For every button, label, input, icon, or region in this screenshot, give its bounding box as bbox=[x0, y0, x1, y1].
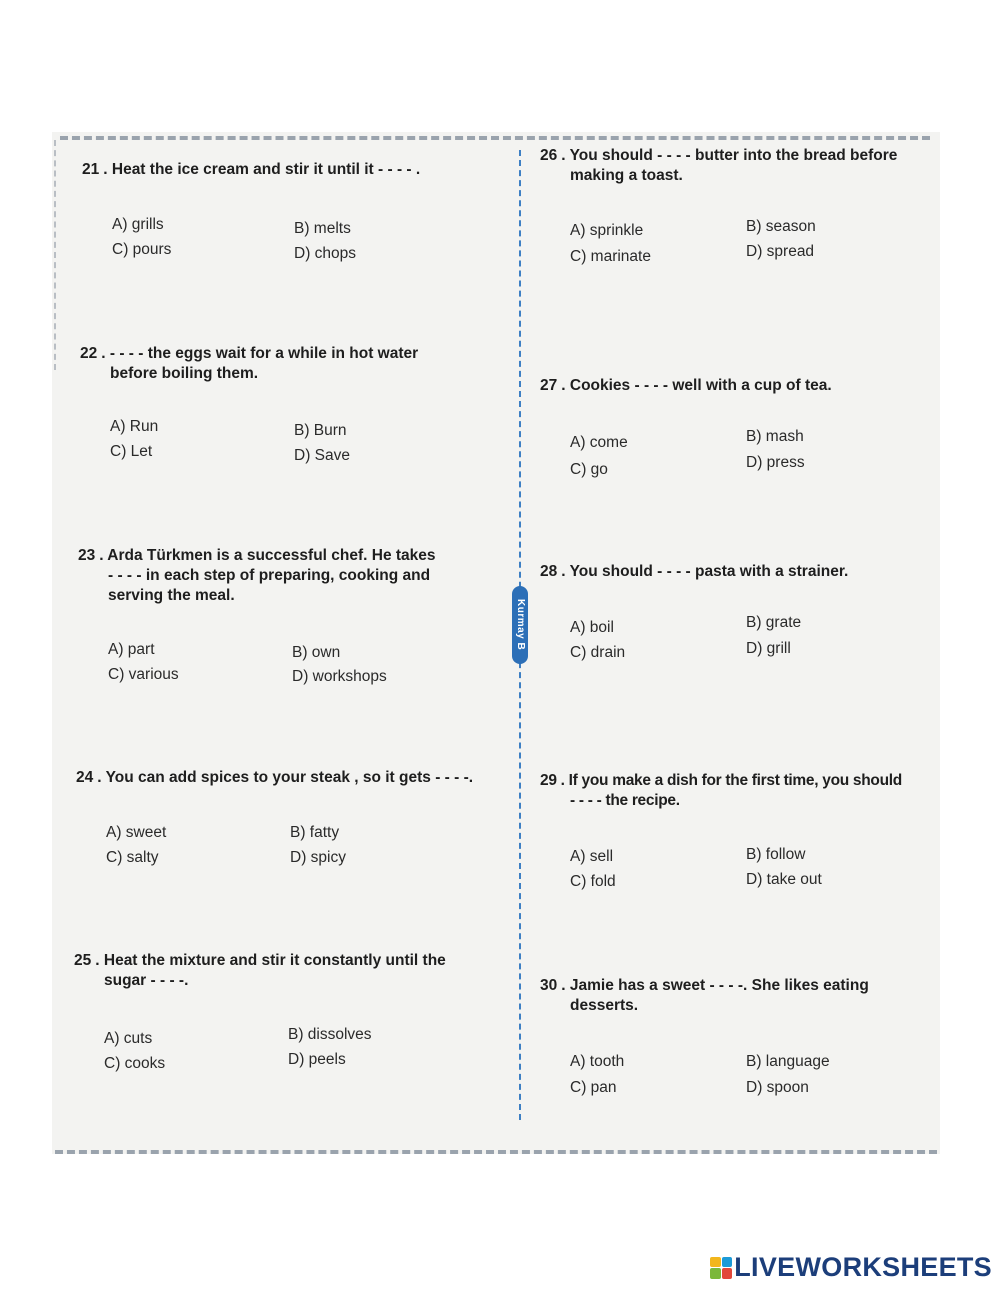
question-21: 21 . Heat the ice cream and stir it until it - - - - . A) grills B) melts C) pours D) chops bbox=[82, 161, 421, 262]
question-number: 24 bbox=[76, 769, 94, 786]
question-text: Heat the ice cream and stir it until it - - - - . bbox=[111, 161, 421, 178]
option-a[interactable]: A) sweet bbox=[106, 824, 167, 841]
option-b[interactable]: B) fatty bbox=[290, 824, 340, 841]
bottom-border bbox=[55, 1150, 937, 1154]
liveworksheets-logo bbox=[710, 1252, 992, 1283]
question-28: 28 . You should - - - - pasta with a strainer. A) boil B) grate C) drain D) grill bbox=[540, 563, 849, 661]
question-23: 23 . Arda Türkmen is a successful chef. He takes - - - - in each step of preparing, cooking and serving the meal. A) part B) own C) various D) workshops bbox=[78, 546, 488, 606]
option-d[interactable]: D) press bbox=[746, 454, 805, 471]
question-text-cont: - - - - the recipe. bbox=[570, 792, 680, 809]
question-number: 25 bbox=[74, 952, 92, 969]
option-c[interactable]: C) pours bbox=[112, 241, 172, 258]
question-text: You should - - - - butter into the bread before bbox=[569, 147, 898, 164]
option-c[interactable]: C) salty bbox=[106, 849, 159, 866]
option-b[interactable]: B) season bbox=[746, 218, 816, 235]
option-a[interactable]: A) sprinkle bbox=[570, 222, 644, 239]
option-d[interactable]: D) take out bbox=[746, 871, 822, 888]
option-c[interactable]: C) fold bbox=[570, 873, 616, 890]
question-text-cont: - - - - in each step of preparing, cooking and serving the meal. bbox=[108, 567, 431, 604]
question-30: 30 . Jamie has a sweet - - - -. She likes eating desserts. A) tooth B) language C) pan D) spoon bbox=[540, 976, 930, 1016]
option-b[interactable]: B) follow bbox=[746, 846, 806, 863]
option-c[interactable]: C) drain bbox=[570, 644, 626, 661]
option-c[interactable]: C) marinate bbox=[570, 248, 651, 265]
question-text: If you make a dish for the first time, you should bbox=[568, 772, 902, 789]
option-a[interactable]: A) sell bbox=[570, 848, 614, 865]
option-a[interactable]: A) tooth bbox=[570, 1053, 625, 1070]
option-b[interactable]: B) mash bbox=[746, 428, 804, 445]
left-border bbox=[54, 140, 56, 370]
question-26: 26 . You should - - - - butter into the bread before making a toast. A) sprinkle B) season C) marinate D) spread bbox=[540, 146, 930, 186]
option-b[interactable]: B) own bbox=[292, 644, 341, 661]
question-number: 28 bbox=[540, 563, 558, 580]
option-d[interactable]: D) spoon bbox=[746, 1079, 809, 1096]
question-text-cont: desserts. bbox=[570, 997, 639, 1014]
question-text-cont: sugar - - - -. bbox=[104, 972, 189, 989]
publisher-spine-label: Kurmay B bbox=[512, 586, 528, 664]
option-a[interactable]: A) grills bbox=[112, 216, 164, 233]
option-c[interactable]: C) go bbox=[570, 461, 608, 478]
option-a[interactable]: A) come bbox=[570, 434, 628, 451]
question-number: 23 bbox=[78, 547, 96, 564]
question-text: Jamie has a sweet - - - -. She likes eating bbox=[569, 977, 869, 994]
question-number: 30 bbox=[540, 977, 558, 994]
question-24: 24 . You can add spices to your steak , so it gets - - - -. A) sweet B) fatty C) salty D) spicy bbox=[76, 769, 474, 866]
option-b[interactable]: B) dissolves bbox=[288, 1026, 372, 1043]
option-a[interactable]: A) cuts bbox=[104, 1030, 153, 1047]
option-c[interactable]: C) various bbox=[108, 666, 179, 683]
option-d[interactable]: D) spread bbox=[746, 243, 815, 260]
liveworksheets-grid-icon bbox=[710, 1257, 732, 1279]
option-c[interactable]: C) pan bbox=[570, 1079, 617, 1096]
option-b[interactable]: B) grate bbox=[746, 614, 802, 631]
option-c[interactable]: C) Let bbox=[110, 443, 153, 460]
option-d[interactable]: D) Save bbox=[294, 447, 350, 464]
question-29: 29 . If you make a dish for the first time, you should - - - - the recipe. A) sell B) follow C) fold D) take out bbox=[540, 771, 932, 811]
brand-text: LIVEWORKSHEETS bbox=[734, 1252, 992, 1282]
option-a[interactable]: A) part bbox=[108, 641, 155, 658]
option-a[interactable]: A) boil bbox=[570, 619, 614, 636]
question-number: 26 bbox=[540, 147, 558, 164]
question-text: - - - - the eggs wait for a while in hot water bbox=[109, 345, 419, 362]
option-b[interactable]: B) Burn bbox=[294, 422, 347, 439]
option-b[interactable]: B) language bbox=[746, 1053, 830, 1070]
question-text: You should - - - - pasta with a strainer. bbox=[569, 563, 849, 580]
question-number: 27 bbox=[540, 377, 558, 394]
question-text: Heat the mixture and stir it constantly until the bbox=[103, 952, 446, 969]
question-text: Arda Türkmen is a successful chef. He takes bbox=[107, 547, 436, 564]
question-text-cont: before boiling them. bbox=[110, 365, 259, 382]
option-b[interactable]: B) melts bbox=[294, 220, 351, 237]
question-text-cont: making a toast. bbox=[570, 167, 683, 184]
question-text: You can add spices to your steak , so it gets - - - -. bbox=[105, 769, 474, 786]
option-a[interactable]: A) Run bbox=[110, 418, 159, 435]
option-d[interactable]: D) spicy bbox=[290, 849, 346, 866]
option-d[interactable]: D) peels bbox=[288, 1051, 346, 1068]
question-number: 21 bbox=[82, 161, 100, 178]
question-25: 25 . Heat the mixture and stir it constantly until the sugar - - - -. A) cuts B) dissolves C) cooks D) peels bbox=[74, 951, 514, 991]
question-number: 22 bbox=[80, 345, 98, 362]
option-d[interactable]: D) grill bbox=[746, 640, 791, 657]
top-border bbox=[60, 136, 930, 140]
question-27: 27 . Cookies - - - - well with a cup of tea. A) come B) mash C) go D) press bbox=[540, 377, 832, 478]
question-text: Cookies - - - - well with a cup of tea. bbox=[569, 377, 832, 394]
question-22: 22 . - - - - the eggs wait for a while in hot water before boiling them. A) Run B) Burn C) Let D) Save bbox=[80, 344, 530, 384]
question-number: 29 bbox=[540, 772, 557, 789]
option-d[interactable]: D) chops bbox=[294, 245, 357, 262]
option-d[interactable]: D) workshops bbox=[292, 668, 387, 685]
option-c[interactable]: C) cooks bbox=[104, 1055, 166, 1072]
